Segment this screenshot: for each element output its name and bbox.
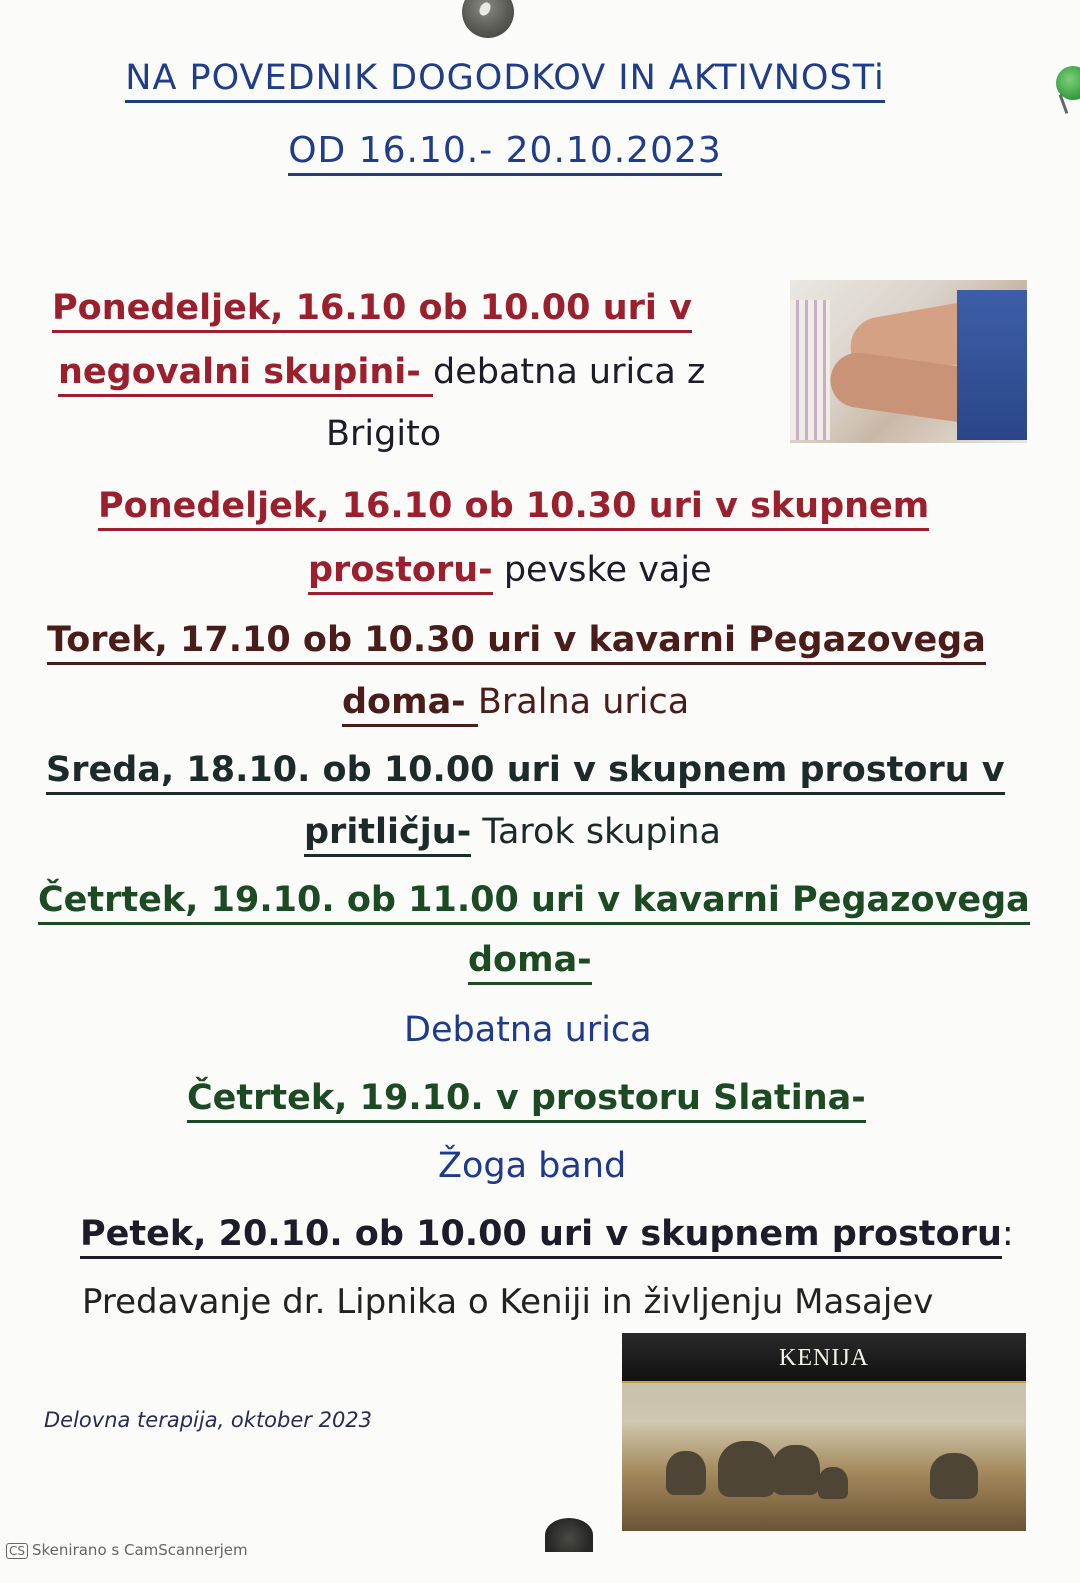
- event-6-line-2: Žoga band: [438, 1146, 627, 1186]
- green-pushpin-icon: [1056, 66, 1080, 100]
- event-7-line-2: Predavanje dr. Lipnika o Keniji in življenju Masajev: [82, 1282, 934, 1322]
- event-1-line-1: Ponedeljek, 16.10 ob 10.00 uri v: [52, 288, 692, 328]
- pushpin-icon: [545, 1518, 593, 1552]
- hands-photo: [790, 280, 1027, 443]
- event-2-line-2: prostoru- pevske vaje: [308, 550, 712, 590]
- event-7-line-1: Petek, 20.10. ob 10.00 uri v skupnem prostoru:: [80, 1214, 1014, 1254]
- kenya-caption: KENIJA: [779, 1345, 869, 1371]
- event-5-line-3: Debatna urica: [404, 1010, 652, 1050]
- event-1-line-3: Brigito: [326, 414, 442, 454]
- event-4-line-1: Sreda, 18.10. ob 10.00 uri v skupnem prostoru v: [46, 750, 1005, 790]
- event-4-line-2: pritličju- Tarok skupina: [304, 812, 721, 852]
- date-range: OD 16.10.- 20.10.2023: [0, 130, 1010, 171]
- event-1-line-2: negovalni skupini- debatna urica z: [58, 352, 705, 392]
- event-3-line-1: Torek, 17.10 ob 10.30 uri v kavarni Pegazovega: [47, 620, 986, 660]
- kenya-photo: [622, 1333, 1026, 1531]
- event-2-line-1: Ponedeljek, 16.10 ob 10.30 uri v skupnem: [98, 486, 929, 526]
- page-title: NA POVEDNIK DOGODKOV IN AKTIVNOSTi: [0, 58, 1010, 98]
- event-5-line-1: Četrtek, 19.10. ob 11.00 uri v kavarni Pegazovega: [38, 880, 1030, 920]
- event-6-line-1: Četrtek, 19.10. v prostoru Slatina-: [187, 1078, 866, 1118]
- scanner-watermark: CS Skenirano s CamScannerjem: [6, 1541, 248, 1559]
- event-5-line-2: doma-: [468, 940, 592, 980]
- pushpin-icon: [462, 0, 514, 38]
- footer-note: Delovna terapija, oktober 2023: [44, 1408, 373, 1432]
- event-3-line-2: doma- Bralna urica: [342, 682, 689, 722]
- camscanner-icon: CS: [6, 1543, 28, 1559]
